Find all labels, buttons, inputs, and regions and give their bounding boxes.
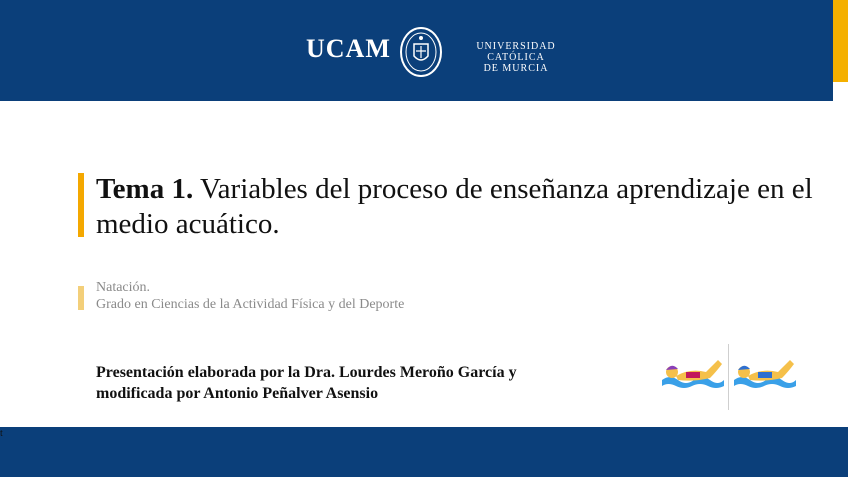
- university-name-line2: DE MURCIA: [483, 63, 549, 74]
- slide-title-rest: Variables del proceso de enseñanza aprendizaje en el medio acuático.: [96, 173, 813, 240]
- title-accent-bar: [78, 173, 84, 237]
- swimmer-icon: [660, 352, 724, 392]
- swimmer-icon: [732, 352, 796, 392]
- university-name-line1: UNIVERSIDAD CATÓLICA: [476, 41, 556, 63]
- slide-subtitle: [96, 279, 404, 313]
- header-band: [0, 0, 833, 101]
- credits-line1: Presentación elaborada por la Dra. Lourdes Meroño García y: [96, 364, 517, 381]
- university-name: [452, 41, 580, 74]
- gold-accent-tab: [833, 0, 848, 82]
- ucam-logo-text: UCAM: [306, 34, 391, 63]
- slide-title: [96, 172, 816, 242]
- footer-band: [0, 427, 848, 477]
- subtitle-accent-bar: [78, 286, 84, 310]
- stray-character: t: [0, 428, 3, 439]
- subtitle-line2: Grado en Ciencias de la Actividad Física y del Deporte: [96, 297, 405, 312]
- university-seal-icon: [399, 26, 443, 78]
- credits: [96, 362, 616, 404]
- credits-line2: modificada por Antonio Peñalver Asensio: [96, 385, 379, 402]
- slide-title-bold: Tema 1.: [96, 173, 194, 205]
- subtitle-line1: Natación.: [96, 280, 151, 295]
- icon-divider: [728, 344, 729, 410]
